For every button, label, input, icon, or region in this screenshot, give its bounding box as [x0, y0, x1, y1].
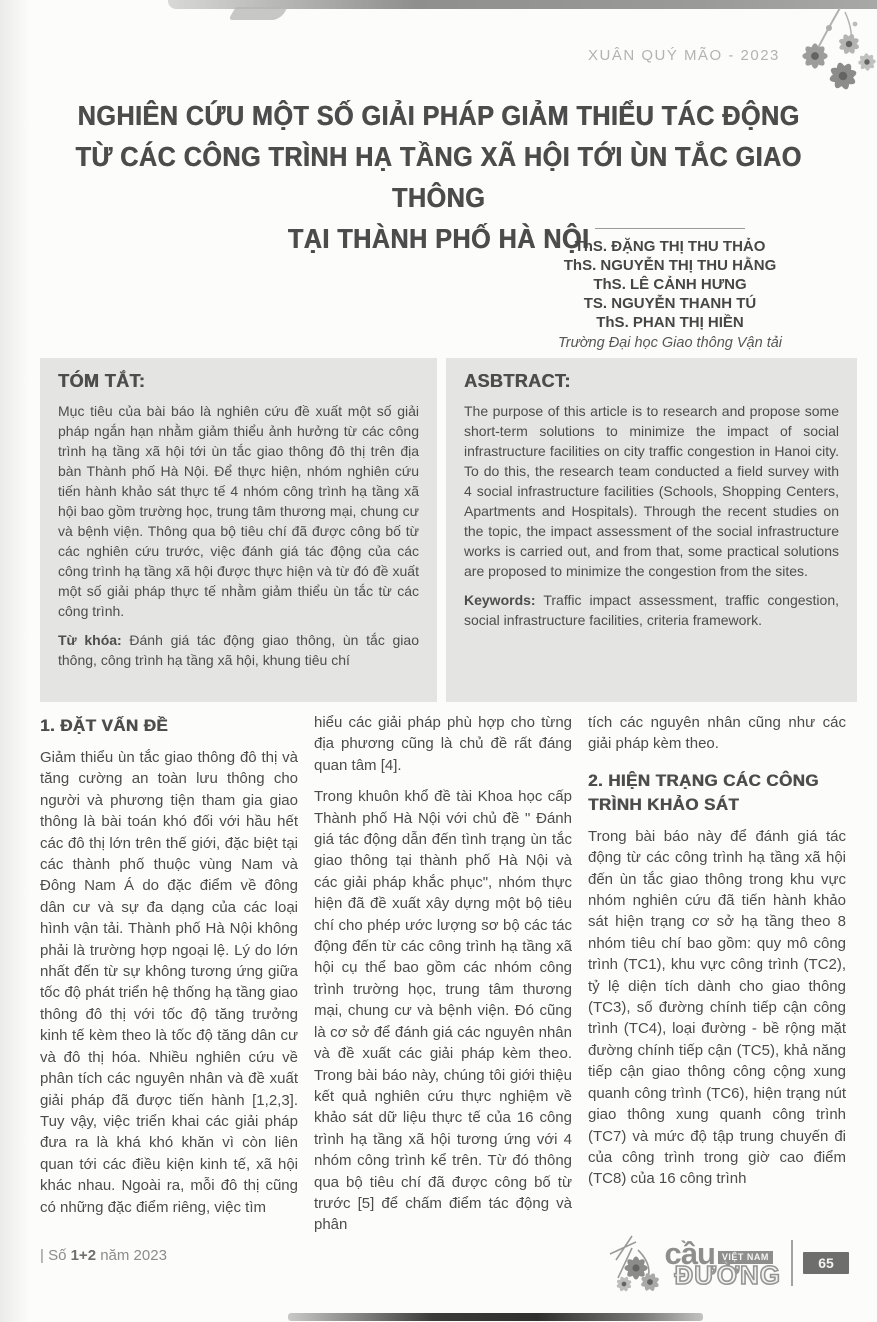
author-name: ThS. PHAN THỊ HIỀN — [596, 314, 744, 331]
abstract-vi-body: Mục tiêu của bài báo là nghiên cứu đề xuất một số giải pháp ngắn hạn nhằm giảm thiểu ảnh hưởng từ các công trình hạ tầng xã hội tới ùn tắc giao thông đô thị trên địa bàn Thành phố Hà Nội. Để thực hiện, nhóm nghiên cứu tiến hành khảo sát thực tế 4 nhóm công trình hạ tầng xã hội bao gồm trường học, trung tâm thương mại, chung cư và bệnh viện. Thông qua bộ tiêu chí đã được công bố từ các nghiên cứu trước, việc đánh giá tác động của các công trình hạ tầng xã hội được thực hiện và từ đó đề xuất một số giải pháp thực tế nhằm giảm thiểu ùn tắc từ các công trình. — [58, 403, 419, 619]
footer-issue-number: 1+2 — [70, 1247, 97, 1264]
abstract-en-keywords — [464, 590, 839, 630]
keywords-text: Traffic impact assessment, traffic congestion, social infrastructure facilities, criteria framework. — [464, 592, 839, 628]
scan-artifact-top-wedge — [228, 7, 288, 20]
abstract-section — [40, 358, 857, 702]
logo-duong-text: ĐƯỜNG — [674, 1260, 781, 1290]
article-title-line-1: NGHIÊN CỨU MỘT SỐ GIẢI PHÁP GIẢM THIỂU TÁC ĐỘNG — [77, 100, 800, 131]
issue-season-label: XUÂN QUÝ MÃO - 2023 — [588, 47, 780, 64]
body-column-3 — [588, 712, 846, 1200]
abstract-vi-heading: TÓM TẮT: — [58, 371, 146, 391]
author-name: ThS. ĐẶNG THỊ THU THẢO — [574, 238, 766, 255]
page-number-badge: 65 — [803, 1252, 849, 1274]
abstract-vi-keywords — [58, 630, 419, 670]
footer-brand-cluster — [664, 1238, 849, 1288]
keywords-text: Đánh giá tác động giao thông, ùn tắc giao thông, công trình hạ tầng xã hội, khung tiêu chí — [58, 632, 419, 668]
section-heading-1: 1. ĐẶT VẤN ĐỀ — [40, 716, 168, 735]
authors-divider-top — [595, 228, 745, 229]
article-title-line-2: TỪ CÁC CÔNG TRÌNH HẠ TẦNG XÃ HỘI TỚI ÙN TẮC GIAO THÔNG — [75, 141, 802, 213]
author-name: ThS. NGUYỄN THỊ THU HẰNG — [563, 257, 777, 274]
body-column-2 — [314, 712, 572, 1246]
paragraph: tích các nguyên nhân cũng như các giải pháp kèm theo. — [588, 714, 846, 753]
footer-flower-icon — [602, 1234, 672, 1310]
abstract-en-box — [446, 358, 857, 702]
logo-vietnam-badge: VIỆT NAM — [718, 1251, 773, 1264]
affiliation: Trường Đại học Giao thông Vận tải — [557, 335, 783, 351]
footer-issue-label — [40, 1247, 167, 1264]
abstract-en-heading: ASBTRACT: — [464, 371, 571, 391]
article-title-line-3: TẠI THÀNH PHỐ HÀ NỘI — [287, 223, 590, 254]
keywords-label: Keywords: — [464, 592, 536, 608]
body-column-1 — [40, 712, 298, 1228]
logo-divider — [791, 1240, 793, 1286]
authors-block — [480, 228, 860, 360]
keywords-label: Từ khóa: — [58, 632, 122, 648]
paragraph: hiểu các giải pháp phù hợp cho từng địa phương cũng là chủ đề rất đáng quan tâm [4]. — [314, 714, 572, 774]
scan-edge-shadow — [0, 0, 30, 1322]
paragraph: Trong bài báo này để đánh giá tác động từ các công trình hạ tầng xã hội đến ùn tắc giao thông trong khu vực nhóm nghiên cứu đã tiến hành khảo sát hiện trạng cơ sở hạ tầng theo 8 nhóm tiêu chí bao gồm: quy mô công trình (TC1), khu vực công trình (TC2), tỷ lệ diện tích dành cho giao thông (TC3), số đường chính tiếp cận công trình (TC4), loại đường - bề rộng mặt đường chính tiếp cận (TC5), khả năng tiếp cận giao thông công cộng xung quanh công trình (TC6), hiện trạng nút giao thông xung quanh công trình (TC7) và mức độ tập trung chuyến đi của công trình trong giờ cao điểm (TC8) của 16 công trình — [588, 827, 846, 1188]
author-name: TS. NGUYỄN THANH TÚ — [583, 295, 757, 312]
author-name: ThS. LÊ CẢNH HƯNG — [593, 276, 747, 293]
abstract-en-body: The purpose of this article is to research and propose some short-term solutions to minimize the impact of social infrastructure facilities on city traffic congestion in Hanoi city. To do this, the research team conducted a field survey with 4 social infrastructure facilities (Schools, Shopping Centers, Apartments and Hospitals). Through the recent studies on the topic, the impact assessment of the social infrastructure works is carried out, and from that, some practical solutions are proposed to minimize the congestion from the sites. — [464, 403, 839, 579]
abstract-vi-box — [40, 358, 437, 702]
footer-issue-suffix: năm 2023 — [96, 1247, 167, 1264]
section-heading-2: 2. HIỆN TRẠNG CÁC CÔNG TRÌNH KHẢO SÁT — [588, 770, 819, 814]
paragraph: Giảm thiểu ùn tắc giao thông đô thị và tăng cường an toàn lưu thông cho người và phương tiện tham gia giao thông là bài toán khó đối với hầu hết các đô thị lớn trên thế giới, đặc biệt tại các thành phố thuộc vùng Nam và Đông Nam Á do đặc điểm về đông dân cư và sự đa dạng của các loại hình vận tải. Thành phố Hà Nội không phải là trường hợp ngoại lệ. Lý do lớn nhất đến từ sự không tương ứng giữa tốc độ phát triển hệ thống hạ tầng giao thông đô thị với tốc độ tăng trưởng kinh tế kèm theo là tốc độ tăng dân cư và đô thị hóa. Nhiều nghiên cứu về phân tích các nguyên nhân và đề xuất giải pháp đã được tiến hành [1,2,3]. Tuy vậy, việc triển khai các giải pháp đưa ra là khá khó khăn vì còn liên quan tới các điều kiện kinh tế, xã hội khác nhau. Ngoài ra, mỗi đô thị cũng có những đặc điểm riêng, việc tìm — [40, 749, 298, 1216]
scan-artifact-bottom-strip — [288, 1313, 703, 1321]
logo-cau-text: cầu — [664, 1236, 715, 1271]
paragraph: Trong khuôn khổ đề tài Khoa học cấp Thành phố Hà Nội với chủ đề " Đánh giá tác động dẫn đến tình trạng ùn tắc giao thông tại thành phố Hà Nội và các giải pháp khắc phục", nhóm thực hiện đã đề xuất xây dựng một bộ tiêu chí cho phép ước lượng sơ bộ các tác động đến từ các công trình hạ tầng xã hội cụ thể bao gồm các nhóm công trình trường học, trung tâm thương mại, chung cư và bệnh viện. Đó cũng là cơ sở để đánh giá các nguyên nhân và đề xuất các giải pháp kèm theo. Trong bài báo này, chúng tôi giới thiệu kết quả nghiên cứu thực nghiệm về khảo sát dữ liệu thực tế của 16 công trình hạ tầng xã hội tương ứng với 4 nhóm công trình kể trên. Từ đó thông qua bộ tiêu chí đã được công bố từ trước [5] để chấm điểm tác động và phân — [314, 788, 572, 1234]
footer-issue-prefix: | Số — [40, 1247, 71, 1264]
journal-logo — [664, 1238, 781, 1288]
